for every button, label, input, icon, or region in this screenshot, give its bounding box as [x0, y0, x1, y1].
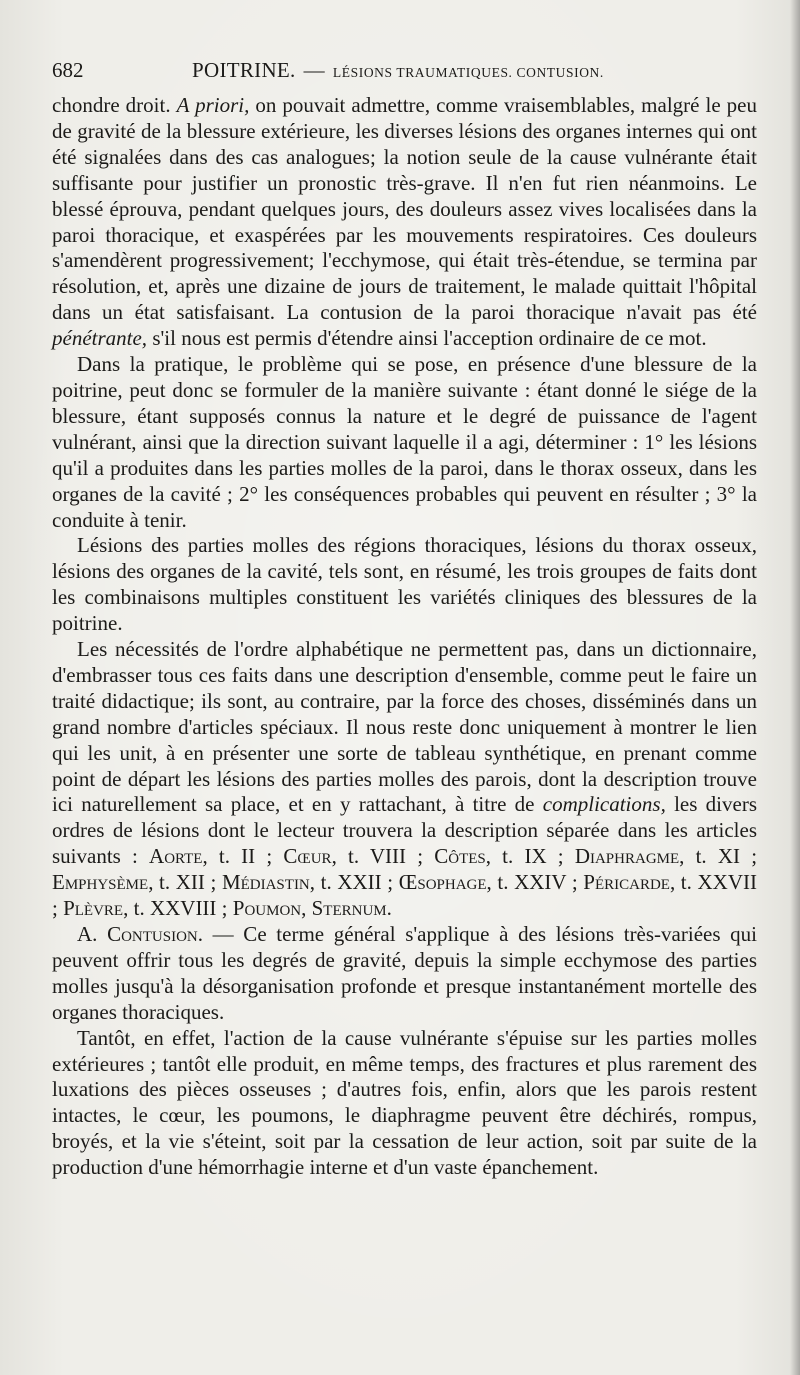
paragraph-6: Tantôt, en effet, l'action de la cause vulnérante s'épuise sur les parties molles extérieures ; tantôt elle produit, en même temps, des fractures et plus rarement des luxations des pièces osseuses ; d'autres fois, enfin, alors que les parois restent intactes, le cœur, les poumons, le diaphragme peuvent être déchirés, rompus, broyés, et la vie s'éteint, soit par la cessation de leur action, soit par suite de la production d'une hémorrhagie interne et d'un vaste épanchement. — [52, 1025, 757, 1180]
emphasis-a-priori: A priori, — [176, 93, 250, 117]
title-separator: — — [303, 58, 325, 82]
cross-reference: Emphysème — [52, 870, 149, 895]
page-edge-shadow — [790, 0, 800, 1375]
section-label-contusion: A. Contusion. — [77, 922, 203, 946]
paragraph-1: chondre droit. A priori, on pouvait admettre, comme vraisemblables, malgré le peu de gravité de la blessure extérieure, les diverses lésions des organes internes qui ont été signalées dans des cas analogues; la notion seule de la cause vulnérante était suffisante pour justifier un pronostic très-grave. Il n'en fut rien néanmoins. Le blessé éprouva, pendant quelques jours, des douleurs assez vives localisées dans la paroi thoracique, et exaspérées par les mouvements respiratoires. Ces douleurs s'amendèrent progressivement; l'ecchymose, qui était très-étendue, se termina par résolution, et, après une dizaine de jours de traitement, le malade quittait l'hôpital dans un état satisfaisant. La contusion de la paroi thoracique n'avait pas été pénétrante, s'il nous est permis d'étendre ainsi l'acception ordinaire de ce mot. — [52, 93, 757, 351]
cross-reference: Péricarde — [583, 870, 670, 895]
text-body — [52, 93, 757, 1181]
paragraph-2: Dans la pratique, le problème qui se pose, en présence d'une blessure de la poitrine, peut donc se formuler de la manière suivante : étant donné le siége de la blessure, étant supposés connus la nature et le degré de puissance de l'agent vulnérant, ainsi que la direction suivant laquelle il a agi, déterminer : 1° les lésions qu'il a produites dans les parties molles de la paroi, dans le thorax osseux, dans les organes de la cavité ; 2° les conséquences probables qui peuvent en résulter ; 3° la conduite à tenir. — [52, 352, 757, 532]
paragraph-5: A. Contusion. — Ce terme général s'applique à des lésions très-variées qui peuvent offrir tous les degrés de gravité, depuis la simple ecchymose des parties molles jusqu'à la désorganisation profonde et presque instantanément mortelle des organes thoraciques. — [52, 922, 757, 1024]
emphasis-complications: complications, — [542, 792, 666, 817]
cross-reference: Poumon — [232, 896, 302, 921]
emphasis-penetrante: pénétrante, — [52, 326, 148, 351]
cross-reference: Sternum — [311, 896, 387, 921]
paragraph-4: Les nécessités de l'ordre alphabétique ne permettent pas, dans un dictionnaire, d'embrasser tous ces faits dans une description d'ensemble, comme peut le faire un traité didactique; ils sont, au contraire, par la force des choses, disséminés dans un grand nombre d'articles spéciaux. Il nous reste donc uniquement à montrer le lien qui les unit, à en présenter une sorte de tableau synthétique, en prenant comme point de départ les lésions des parties molles des parois, dont la description trouve ici naturellement sa place, et en y rattachant, à titre de complications, les divers ordres de lésions dont le lecteur trouvera la description séparée dans les articles suivants : Aorte, t. II ; Cœur, t. VIII ; Côtes, t. IX ; Diaphragme, t. XI ; Emphysème, t. XII ; Médiastin, t. XXII ; Œsophage, t. XXIV ; Péricarde, t. XXVII ; Plèvre, t. XXVIII ; Poumon, Sternum. — [52, 637, 758, 921]
page-number: 682 — [52, 58, 84, 82]
running-header — [52, 58, 757, 86]
cross-reference: Plèvre — [63, 896, 124, 921]
section-title: POITRINE. — [192, 58, 296, 82]
cross-reference: Côtes — [434, 844, 486, 869]
cross-reference: Diaphragme — [574, 844, 680, 869]
cross-reference: Cœur — [283, 844, 332, 869]
section-subtitle: LÉSIONS TRAUMATIQUES. CONTUSION. — [332, 65, 604, 80]
running-title — [192, 58, 604, 83]
cross-reference: Médiastin — [221, 870, 310, 895]
cross-reference: Aorte — [149, 844, 203, 869]
cross-reference: Œsophage — [398, 870, 487, 895]
paragraph-3: Lésions des parties molles des régions thoraciques, lésions du thorax osseux, lésions des organes de la cavité, tels sont, en résumé, les trois groupes de faits dont les combinaisons multiples constituent les variétés cliniques des blessures de la poitrine. — [52, 533, 757, 636]
